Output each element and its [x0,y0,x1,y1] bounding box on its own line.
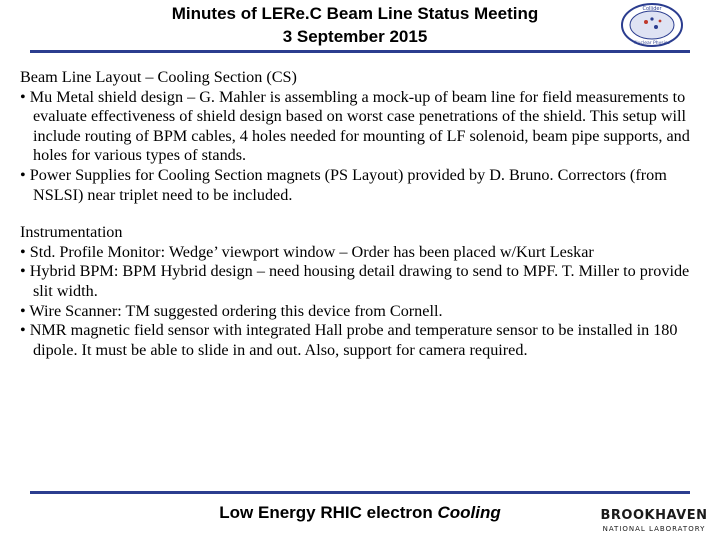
title-line-1: Minutes of LERe.C Beam Line Status Meeting [171,4,539,23]
logo-text-top: Collider [642,6,662,12]
bullet-text: Std. Profile Monitor: Wedge’ viewport window – Order has been placed w/Kurt Leskar [29,242,594,261]
footer-rule [30,491,690,494]
list-item: • NMR magnetic field sensor with integrated Hall probe and temperature sensor to be installed in 180 dipole. It must be able to slide in and out. Also, support for camera required. [20,321,678,359]
footer-text: Low Energy RHIC electron [219,503,438,522]
page-title [0,2,710,48]
brookhaven-logo [590,504,718,536]
bullet-text: Wire Scanner: TM suggested ordering this device from Cornell. [29,301,443,320]
logo-text-bottom: Nuclear Physics [634,41,670,46]
section-heading: Instrumentation [20,223,123,242]
section-instrumentation [20,223,710,360]
collider-nuclear-physics-logo [620,2,684,48]
bullet-text: NMR magnetic field sensor with integrated Hall probe and temperature sensor to be installed in 180 dipole. It must be able to slide in and out. Also, support for camera required. [29,321,678,359]
list-item: • Mu Metal shield design – G. Mahler is assembling a mock-up of beam line for field measurements to evaluate effectiveness of shield design based on worst case penetrations of the shield. This setup will include routing of BPM cables, 4 holes needed for mounting of LF solenoid, beam pipe supports, and holes for various types of stands. [20,87,690,165]
minutes-body [20,68,710,360]
section-cooling [20,68,710,205]
bnl-line-1: BROOKHAVEN [600,508,708,523]
bullet-text: Power Supplies for Cooling Section magnets (PS Layout) provided by D. Bruno. Correctors (from NSLSI) near triplet need to be included. [29,165,667,204]
footer-text-italic: Cooling [437,503,501,522]
section-heading: Beam Line Layout – Cooling Section (CS) [20,68,297,86]
list-item: • Power Supplies for Cooling Section magnets (PS Layout) provided by D. Bruno. Correctors (from NSLSI) near triplet need to be included. [20,165,667,204]
bullet-text: Mu Metal shield design – G. Mahler is assembling a mock-up of beam line for field measurements to evaluate effectiveness of shield design based on worst case penetrations of the shield. This setup will include routing of BPM cables, 4 holes needed for mounting of LF solenoid, beam pipe supports, and holes for various types of stands. [29,87,690,165]
bullet-text: Hybrid BPM: BPM Hybrid design – need housing detail drawing to send to MPF. T. Miller to provide slit width. [29,262,690,300]
bnl-line-2: NATIONAL LABORATORY [602,525,706,533]
list-item: • Std. Profile Monitor: Wedge’ viewport window – Order has been placed w/Kurt Leskar [20,242,594,261]
list-item: • Hybrid BPM: BPM Hybrid design – need housing detail drawing to send to MPF. T. Miller to provide slit width. [20,262,690,300]
header-rule [30,50,690,53]
list-item: • Wire Scanner: TM suggested ordering this device from Cornell. [20,301,443,320]
title-line-2: 3 September 2015 [282,27,428,46]
